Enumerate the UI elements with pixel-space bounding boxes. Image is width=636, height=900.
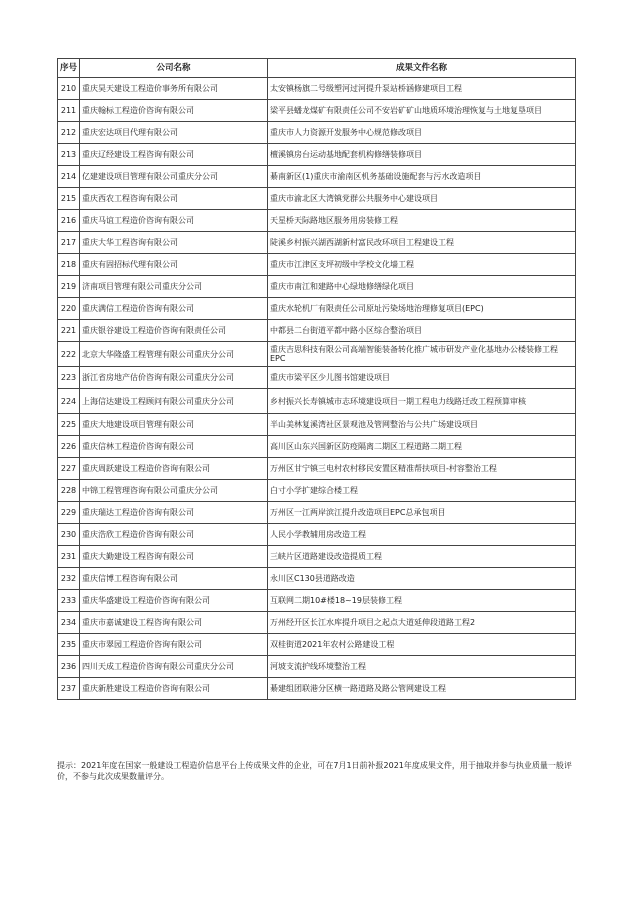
row-document-name: 三峡片区道路建设改造提质工程 (268, 546, 576, 568)
row-document-name: 天星桥天际路地区服务用房装修工程 (268, 210, 576, 232)
table-row (58, 612, 576, 634)
row-document-name: 重庆市人力资源开发服务中心规范修改项目 (268, 122, 576, 144)
row-serial-number: 220 (58, 298, 80, 320)
row-document-name: 万州区一江两岸滨江提升改造项目EPC总承包项目 (268, 502, 576, 524)
row-serial-number: 236 (58, 656, 80, 678)
table-row (58, 254, 576, 276)
row-company-name: 重庆信林工程造价咨询有限公司 (80, 436, 268, 458)
table-row (58, 210, 576, 232)
row-serial-number: 230 (58, 524, 80, 546)
row-company-name: 重庆银谷建设工程造价咨询有限责任公司 (80, 320, 268, 342)
row-company-name: 重庆大地建设项目管理有限公司 (80, 414, 268, 436)
header-company-name: 公司名称 (80, 59, 268, 78)
row-document-name: 高川区山东兴国新区防疫隔离二期区工程道路二期工程 (268, 436, 576, 458)
row-document-name: 綦建组团联港分区横一路道路及路公管网建设工程 (268, 678, 576, 700)
row-document-name: 梁平县蟠龙煤矿有限责任公司不安岩矿矿山地质环境治理恢复与土地复垦项目 (268, 100, 576, 122)
table-row (58, 656, 576, 678)
table-row (58, 166, 576, 188)
row-document-name: 万州区甘宁镇三电村农村移民安置区精准帮扶项目-村容整治工程 (268, 458, 576, 480)
row-company-name: 重庆西农工程咨询有限公司 (80, 188, 268, 210)
table-row (58, 546, 576, 568)
table-row (58, 502, 576, 524)
table-row (58, 414, 576, 436)
row-document-name: 双桂街道2021年农村公路建设工程 (268, 634, 576, 656)
table-row (58, 122, 576, 144)
row-document-name: 重庆吉思科技有限公司高端智能装备转化推广城市研发产业化基地办公楼装修工程EPC (268, 342, 576, 367)
row-serial-number: 219 (58, 276, 80, 298)
row-serial-number: 233 (58, 590, 80, 612)
table-row (58, 342, 576, 367)
row-serial-number: 213 (58, 144, 80, 166)
row-company-name: 重庆信博工程咨询有限公司 (80, 568, 268, 590)
row-serial-number: 226 (58, 436, 80, 458)
row-company-name: 重庆昊天建设工程造价事务所有限公司 (80, 78, 268, 100)
row-serial-number: 212 (58, 122, 80, 144)
table-row (58, 367, 576, 389)
row-company-name: 重庆浩欣工程造价咨询有限公司 (80, 524, 268, 546)
table-row (58, 568, 576, 590)
row-serial-number: 227 (58, 458, 80, 480)
row-company-name: 重庆华盛建设工程造价咨询有限公司 (80, 590, 268, 612)
row-company-name: 重庆大华工程咨询有限公司 (80, 232, 268, 254)
row-document-name: 綦南新区(1)重庆市渝南区机务基础设施配套与污水改造项目 (268, 166, 576, 188)
row-company-name: 重庆翰标工程造价咨询有限公司 (80, 100, 268, 122)
row-serial-number: 218 (58, 254, 80, 276)
table-row (58, 320, 576, 342)
row-serial-number: 234 (58, 612, 80, 634)
row-company-name: 浙江省房地产估价咨询有限公司重庆分公司 (80, 367, 268, 389)
table-row (58, 78, 576, 100)
table-row (58, 100, 576, 122)
results-table (57, 58, 576, 700)
table-row (58, 298, 576, 320)
row-serial-number: 215 (58, 188, 80, 210)
row-company-name: 重庆周跃建设工程造价咨询有限公司 (80, 458, 268, 480)
table-body (58, 78, 576, 700)
row-serial-number: 229 (58, 502, 80, 524)
row-document-name: 万州经开区长江水库提升项目之起点大道延伸段道路工程2 (268, 612, 576, 634)
table-row (58, 458, 576, 480)
table-row (58, 276, 576, 298)
row-company-name: 重庆满信工程造价咨询有限公司 (80, 298, 268, 320)
row-serial-number: 222 (58, 342, 80, 367)
row-company-name: 亿建建设项目管理有限公司重庆分公司 (80, 166, 268, 188)
row-serial-number: 211 (58, 100, 80, 122)
row-document-name: 河坡支流护线环境整治工程 (268, 656, 576, 678)
row-company-name: 重庆大勤建设工程咨询有限公司 (80, 546, 268, 568)
row-document-name: 重庆市梁平区少儿图书馆建设项目 (268, 367, 576, 389)
table-header-row (58, 59, 576, 78)
row-serial-number: 237 (58, 678, 80, 700)
row-company-name: 重庆宏达项目代理有限公司 (80, 122, 268, 144)
row-company-name: 上海信达建设工程顾问有限公司重庆分公司 (80, 389, 268, 414)
row-document-name: 重庆水轮机厂有限责任公司原址污染场地治理修复项目(EPC) (268, 298, 576, 320)
row-company-name: 重庆辽经建设工程咨询有限公司 (80, 144, 268, 166)
row-document-name: 陡溪乡村振兴湖西湖新村富民改环项目工程建设工程 (268, 232, 576, 254)
row-serial-number: 214 (58, 166, 80, 188)
table-row (58, 678, 576, 700)
row-company-name: 重庆有固招标代理有限公司 (80, 254, 268, 276)
row-serial-number: 217 (58, 232, 80, 254)
row-serial-number: 228 (58, 480, 80, 502)
table-row (58, 232, 576, 254)
row-serial-number: 231 (58, 546, 80, 568)
row-document-name: 重庆市江津区支坪初级中学校文化墙工程 (268, 254, 576, 276)
row-company-name: 中锦工程管理咨询有限公司重庆分公司 (80, 480, 268, 502)
row-company-name: 四川天成工程造价咨询有限公司重庆分公司 (80, 656, 268, 678)
table-row (58, 188, 576, 210)
table-row (58, 480, 576, 502)
row-serial-number: 232 (58, 568, 80, 590)
row-serial-number: 224 (58, 389, 80, 414)
row-document-name: 檀溪镇房台运动基地配套机构修缮装修项目 (268, 144, 576, 166)
row-document-name: 互联网二期10#楼18~19层装修工程 (268, 590, 576, 612)
row-document-name: 中都县二台街道平都中路小区综合整治项目 (268, 320, 576, 342)
footnote: 提示：2021年度在国家一般建设工程造价信息平台上传成果文件的企业，可在7月1日前补报2021年度成果文件，用于抽取并参与执业质量一般评价，不参与此次成果数量评分。 (57, 761, 572, 781)
row-company-name: 重庆马谊工程造价咨询有限公司 (80, 210, 268, 232)
row-document-name: 半山美林复溪湾社区景观池及管网整治与公共广场建设项目 (268, 414, 576, 436)
row-serial-number: 235 (58, 634, 80, 656)
row-company-name: 北京大华隆盛工程管理有限公司重庆分公司 (80, 342, 268, 367)
header-document-name: 成果文件名称 (268, 59, 576, 78)
table-row (58, 590, 576, 612)
table-row (58, 524, 576, 546)
header-serial-number: 序号 (58, 59, 80, 78)
row-document-name: 人民小学教辅用房改造工程 (268, 524, 576, 546)
row-serial-number: 216 (58, 210, 80, 232)
row-company-name: 重庆市嘉诚建设工程咨询有限公司 (80, 612, 268, 634)
row-serial-number: 225 (58, 414, 80, 436)
row-company-name: 重庆瑞达工程造价咨询有限公司 (80, 502, 268, 524)
row-document-name: 重庆市南江和建路中心绿地修缮绿化项目 (268, 276, 576, 298)
row-company-name: 重庆市翠园工程造价咨询有限公司 (80, 634, 268, 656)
row-serial-number: 210 (58, 78, 80, 100)
row-document-name: 太安镇杨旗二号级塑河过河提升泵站桥涵修建项目工程 (268, 78, 576, 100)
row-company-name: 济南项目管理有限公司重庆分公司 (80, 276, 268, 298)
table-row (58, 389, 576, 414)
table-row (58, 144, 576, 166)
row-serial-number: 223 (58, 367, 80, 389)
row-document-name: 重庆市渝北区大湾镇党群公共服务中心建设项目 (268, 188, 576, 210)
row-document-name: 白寸小学扩建综合楼工程 (268, 480, 576, 502)
row-document-name: 乡村振兴长寿镇城市志环境建设项目一期工程电力线路迁改工程预算审核 (268, 389, 576, 414)
row-serial-number: 221 (58, 320, 80, 342)
row-company-name: 重庆新胜建设工程造价咨询有限公司 (80, 678, 268, 700)
row-document-name: 永川区C130县道路改造 (268, 568, 576, 590)
table-row (58, 634, 576, 656)
table-row (58, 436, 576, 458)
